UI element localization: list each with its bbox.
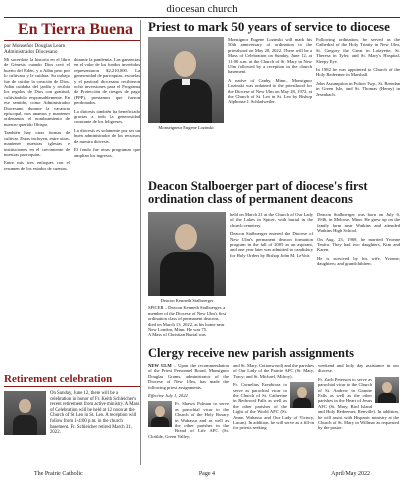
dateline: NEW ULM: [148, 363, 172, 368]
clergy-article-title: Clergy receive new parish assignments: [148, 346, 354, 360]
page-header: [0, 0, 404, 20]
peterson-photo: [375, 377, 399, 403]
retirement-title: Retirement celebration: [4, 373, 113, 385]
article-title-tierra: En Tierra Buena: [18, 21, 133, 38]
paragraph: Deacon Stalboerger was born on July 6, 1946, in Melrose, Minn. He grew up on the family farm near Watkins and attended Watkins High School.: [317, 212, 400, 234]
page-number: Page 4: [198, 471, 215, 477]
paragraph: Mi sacerdote la historia en el libro de Génesis cuando Dios creó el huerto del Edén, y a Adán pero por lo cultivara y le cuidara. Su trabajo fue de cuidar la creación de Dios. Adán cuidaba del jardín y recibía los regalos de Dios con gratitud, cultivándolo responsablemente. En ese sentido, como Administrador Diocesano durante la vacancia episcopal, nos unamos y mantener ordenamos el nombramiento de nuestro querido Obispo.: [4, 57, 70, 127]
deacon-photo-caption: Deacon Kenneth Stalboerger: [160, 298, 214, 303]
clergy-text-col-2: [233, 363, 314, 442]
priest-text-columns: [228, 37, 400, 108]
paragraph: La diócesis también ha beneficiado gracias a todo la generosidad constante de los feligreses.: [74, 108, 140, 125]
priest-photo: [148, 37, 224, 123]
ezeobiora-photo: [290, 382, 314, 408]
paragraph: El fondo fue otras programas que amplian los ingresos.: [74, 147, 140, 158]
title-rule: [4, 40, 140, 41]
paragraph: weekend and holy day assistance in our diocese.: [318, 363, 399, 374]
paragraph: Monsignor Eugene Lozinski will mark his 50th anniversary of ordination to the priesthood on May 28, 2022. There will be a Mass of Celebration on Sunday, June 12, at 11:00 a.m. at the Church of St. Mary in New Ulm followed by a reception in the church basement.: [228, 37, 312, 75]
retirement-photo: [4, 391, 46, 435]
deacon-photo: [148, 212, 226, 296]
paragraph: durante la pandemia. Las ganancias en el valor de los fondos invertidos representaron $2,210,000. La generosidad de parroquias, escuelas y el pastoral diocesano recibieron ocho inversiones para el Programa de Protección de riesgos de pago (PPP), prestamos que fueron perdonados.: [74, 57, 140, 106]
paragraph: También hay otras formas de cultivar. Estas incluyen, entre otras, mantener nuestras iglesias e instituciones en el crecimiento de nuestras parroquias.: [4, 130, 70, 157]
paragraph: A native of Canby, Minn., Monsignor Lozinski was ordained to the priesthood for the Diocese of New Ulm on May 28, 1972, at the Church of St. Leo in St. Leo by Bishop Alphonse J. Schladweiler.: [228, 77, 312, 105]
effective-date-text: Effective July 1, 2022: [148, 393, 188, 399]
paragraph: held on March 21 at the Church of Our Lady of the Lakes in Spicer, with burial in the church cemetery.: [230, 212, 313, 228]
clergy-text-columns: [148, 363, 400, 442]
deacon-text-columns: [230, 212, 400, 270]
left-text-columns: [4, 57, 140, 174]
paragraph: La diócesis es solamente por ser un buen administrador de los recursos de nuestra diócesis.: [74, 127, 140, 144]
clergy-text-col-1: [148, 363, 229, 442]
page-footer: [4, 468, 400, 480]
header-rule: [4, 17, 400, 18]
paragraph: John Assumption in Fulton Twp., St. Brendan in Green Isle, and St. Thomas (Henry) in Jesenbach.: [316, 80, 400, 97]
intro-text: – Upon the recommendation of the Priest Personnel Board, Monsignor Douglas Grams, administrator of the Diocese of New Ulm, has made the following priest assignments.: [148, 363, 229, 390]
publication-name: The Prairie Catholic: [34, 471, 83, 477]
paragraph: In 1982 he was appointed to Church of the Holy Redeemer in Marshall.: [316, 67, 400, 78]
left-text-col-1: [4, 57, 70, 174]
retirement-text: On Sunday, June 12, there will be a celebration in honor of Fr. Keith Schleicher's recent retirement from active ministry. A Mass of Celebration will be held at 12 noon at the Church of St Leo in St. Leo. A reception will follow from 1-4:00 p.m. in the church basement. Fr. Schleicher retired March 31, 2022.: [50, 391, 140, 436]
paragraph: Entre mis tres enfoques con el resumen de los estados de cuentas.: [4, 160, 70, 171]
paragraph: Fr. Cornelius Ezeobiora to serve as parochial vicar to the Church of St. Catherine in Redwood Falls as well as the other parishes of the Light of the World AFC (St. Anne, Wabasso and Our Lady of Victory, Lucan). In addition, he will serve as a fill-in for priests seeking: [233, 382, 314, 431]
priest-text-col-1: [228, 37, 312, 108]
deacon-text-col-2: [317, 212, 400, 270]
section-title: diocesan church: [166, 3, 238, 15]
byline: por Monseñor Douglas Learn Administrador Diocesano: [4, 43, 66, 55]
clergy-intro: [148, 363, 229, 390]
paragraph: Fr. Zach Peterson to serve as parochial vicar to the Church of St. Andrew in Granite Falls as well as the other parishes in the Heart of Jesus AFC (St. Mary, Bird Island and Holy Redeemer, Renville). In addition, he will assist with Hispanic ministry at the Church of St. Mary in Willmar as requested by the pastor.: [318, 376, 399, 431]
effective-date: [148, 393, 229, 398]
paragraph: and St. Mary, Cottonwood) and the parishes of Our Lady of the Prairie AFC (St. Mary, Tracy; and St. Michael, Milroy).: [233, 363, 314, 379]
paragraph: Fr. Shawn Polman to serve as parochial vicar to the Church of the Holy Rosary in Wabasso and as well as the other parishes in the Bread of Life AFC (St. Clotilde, Green Valley;: [148, 401, 229, 439]
priest-article-title: Priest to mark 50 years of service to diocese: [148, 19, 390, 34]
deacon-lead-text: SPICER – Deacon Kenneth Stalboerger, a member of the Diocese of New Ulm's first ordination class of permanent deacons, died on March 13, 2022, at his home near New London, Minn. He was 75. A Mass of Christian Burial was: [148, 305, 227, 338]
paragraph: He is survived by his wife, Yvonne; daughters; and grandchildren.: [317, 255, 400, 267]
deacon-text-col-1: [230, 212, 313, 270]
deacon-caption: [148, 298, 226, 338]
deacon-article-title: Deacon Stalboerger part of diocese's first ordination class of permanent deacons: [148, 179, 368, 206]
paragraph: On Aug. 23, 1969, he married Yvonne Tenfra. They had two daughters, Kim and Karen.: [317, 236, 400, 253]
left-text-col-2: [74, 57, 140, 174]
title-rule: [4, 386, 140, 387]
paragraph: Deacon Stalboerger entered the Diocese of New Ulm's permanent deacon formation program in the fall of 2005 as an aspirant, and one year later was admitted to candidacy for Holy Orders by Bishop John M. LeVoir.: [230, 231, 313, 258]
priest-text-col-2: [316, 37, 400, 108]
clergy-text-col-3: [318, 363, 399, 442]
retirement-section: [4, 373, 140, 448]
issue-date: April/May 2022: [331, 471, 370, 477]
paragraph: Following ordination, he served as the Cathedral of the Holy Trinity in New Ulm, St. Gregory the Great in Lafayette, St. Theresa in Tyler, and St. Mary's Hospital, Sleepy Eye.: [316, 37, 400, 64]
polman-photo: [148, 401, 172, 427]
priest-photo-caption: Monseigneur Eugene Lozinski: [158, 125, 214, 130]
